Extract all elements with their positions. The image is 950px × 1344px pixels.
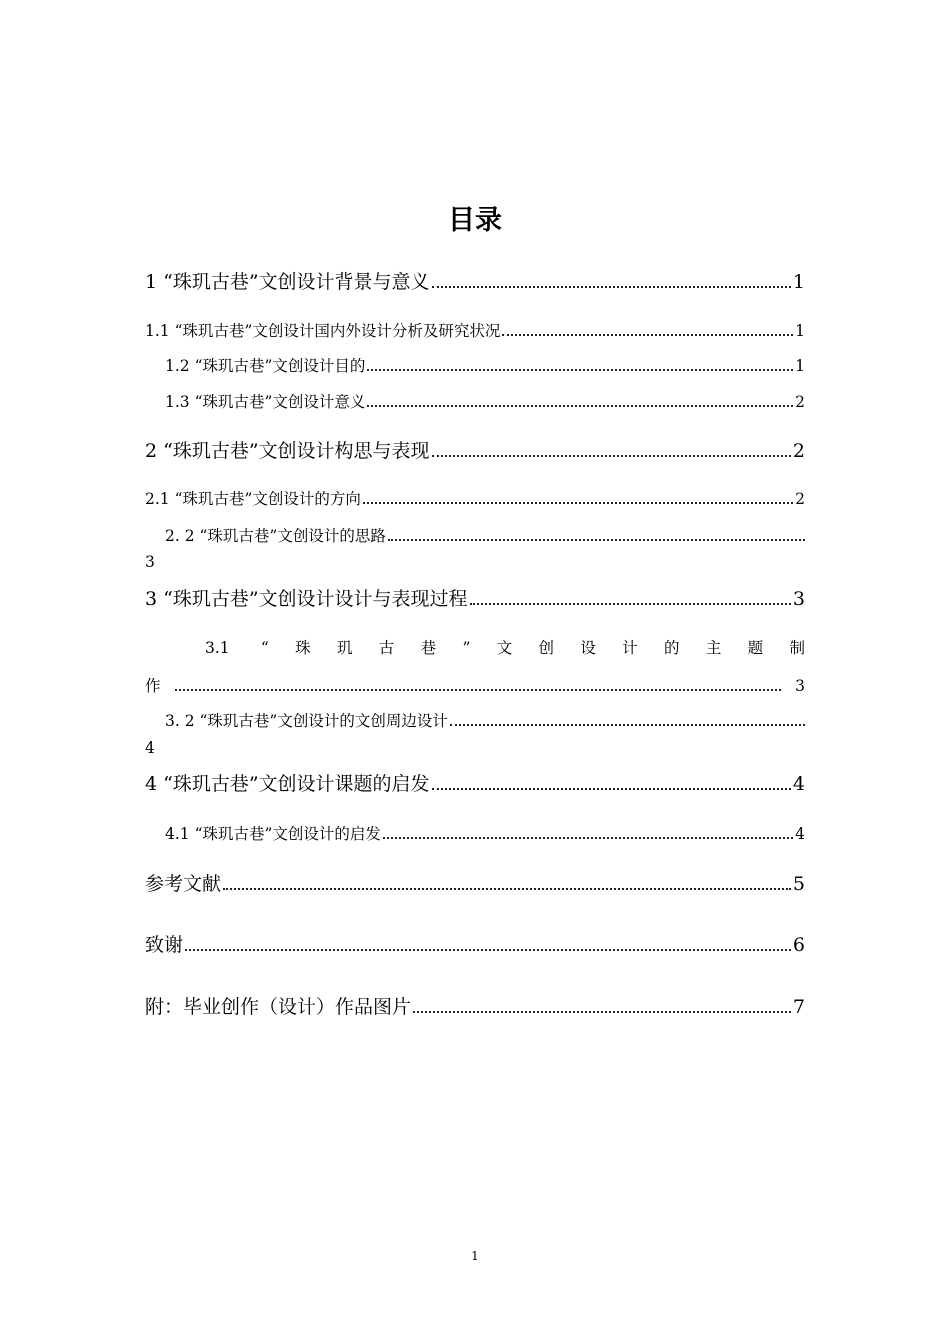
toc-entry-label: 4 “珠玑古巷”文创设计课题的启发 xyxy=(145,773,430,795)
toc-entry[interactable] xyxy=(145,442,805,461)
toc-entry[interactable] xyxy=(145,936,805,955)
dot-leader xyxy=(432,286,791,288)
dot-leader xyxy=(383,837,793,839)
dot-leader xyxy=(432,455,791,457)
toc-entry[interactable] xyxy=(145,775,805,794)
toc-entry-page: 3 xyxy=(795,677,805,695)
footer-page-number: 1 xyxy=(471,1249,479,1263)
toc-entry[interactable] xyxy=(165,359,805,375)
toc-entry-page: 5 xyxy=(792,873,805,895)
toc-entry[interactable] xyxy=(145,492,805,508)
toc-entry[interactable] xyxy=(145,875,805,894)
toc-entry-page: 1 xyxy=(792,271,805,293)
dot-leader xyxy=(363,502,793,504)
toc-entry[interactable] xyxy=(165,714,805,730)
dot-leader xyxy=(185,949,791,951)
toc-entry[interactable] xyxy=(145,590,805,609)
toc-entry-label: 3 “珠玑古巷”文创设计设计与表现过程 xyxy=(145,588,468,610)
dot-leader xyxy=(388,539,805,541)
toc-entry-label: 2.1 “珠玑古巷”文创设计的方向 xyxy=(145,490,361,508)
toc-entry-page: 3 xyxy=(792,588,805,610)
toc-title: 目录 xyxy=(448,205,502,236)
toc-entry-label-cont: 作 xyxy=(145,677,161,695)
dot-leader xyxy=(450,724,805,726)
toc-entry-label: 1 “珠玑古巷”文创设计背景与意义 xyxy=(145,271,430,293)
dot-leader xyxy=(470,603,791,605)
toc-entry[interactable] xyxy=(145,273,805,292)
dot-leader xyxy=(413,1011,791,1013)
toc-entry-label: 1.3 “珠玑古巷”文创设计意义 xyxy=(165,393,366,411)
toc-entry-label: 致谢 xyxy=(145,934,184,956)
toc-entry-page: 1 xyxy=(795,322,805,340)
toc-entry-label: 1.1 “珠玑古巷”文创设计国内外设计分析及研究状况 xyxy=(145,322,501,340)
dot-leader xyxy=(175,689,782,691)
toc-entry-page: 2 xyxy=(792,440,805,462)
toc-entry-label: 4.1 “珠玑古巷”文创设计的启发 xyxy=(165,825,381,843)
toc-entry[interactable] xyxy=(165,395,805,411)
dot-leader xyxy=(502,334,793,336)
toc-entry[interactable] xyxy=(145,998,805,1017)
toc-entry-page: 4 xyxy=(145,739,155,757)
toc-entry-label: 1.2 “珠玑古巷”文创设计目的 xyxy=(165,357,366,375)
toc-entry-label: 2. 2 “珠玑古巷”文创设计的思路 xyxy=(165,527,386,545)
dot-leader xyxy=(223,888,791,890)
toc-entry-label: 附：毕业创作（设计）作品图片 xyxy=(145,996,412,1018)
toc-entry-continuation[interactable] xyxy=(145,679,805,695)
toc-entry[interactable] xyxy=(165,529,805,545)
toc-entry[interactable] xyxy=(145,324,805,340)
toc-entry-label[interactable]: 3.1 “珠玑古巷”文创设计的主题制 xyxy=(205,639,805,657)
toc-entry-page: 2 xyxy=(795,490,805,508)
dot-leader xyxy=(432,788,791,790)
toc-entry-page: 2 xyxy=(795,393,805,411)
toc-entry-page: 4 xyxy=(792,773,805,795)
toc-entry[interactable] xyxy=(165,827,805,843)
toc-entry-page: 4 xyxy=(795,825,805,843)
dot-leader xyxy=(367,369,793,371)
toc-entry-label: 2 “珠玑古巷”文创设计构思与表现 xyxy=(145,440,430,462)
dot-leader xyxy=(367,405,793,407)
toc-entry-page: 6 xyxy=(792,934,805,956)
toc-entry-label: 3. 2 “珠玑古巷”文创设计的文创周边设计 xyxy=(165,712,448,730)
toc-entry-label: 参考文献 xyxy=(145,873,222,895)
toc-entry-page: 3 xyxy=(145,553,155,571)
toc-entry-page: 7 xyxy=(792,996,805,1018)
toc-entry-page: 1 xyxy=(795,357,805,375)
